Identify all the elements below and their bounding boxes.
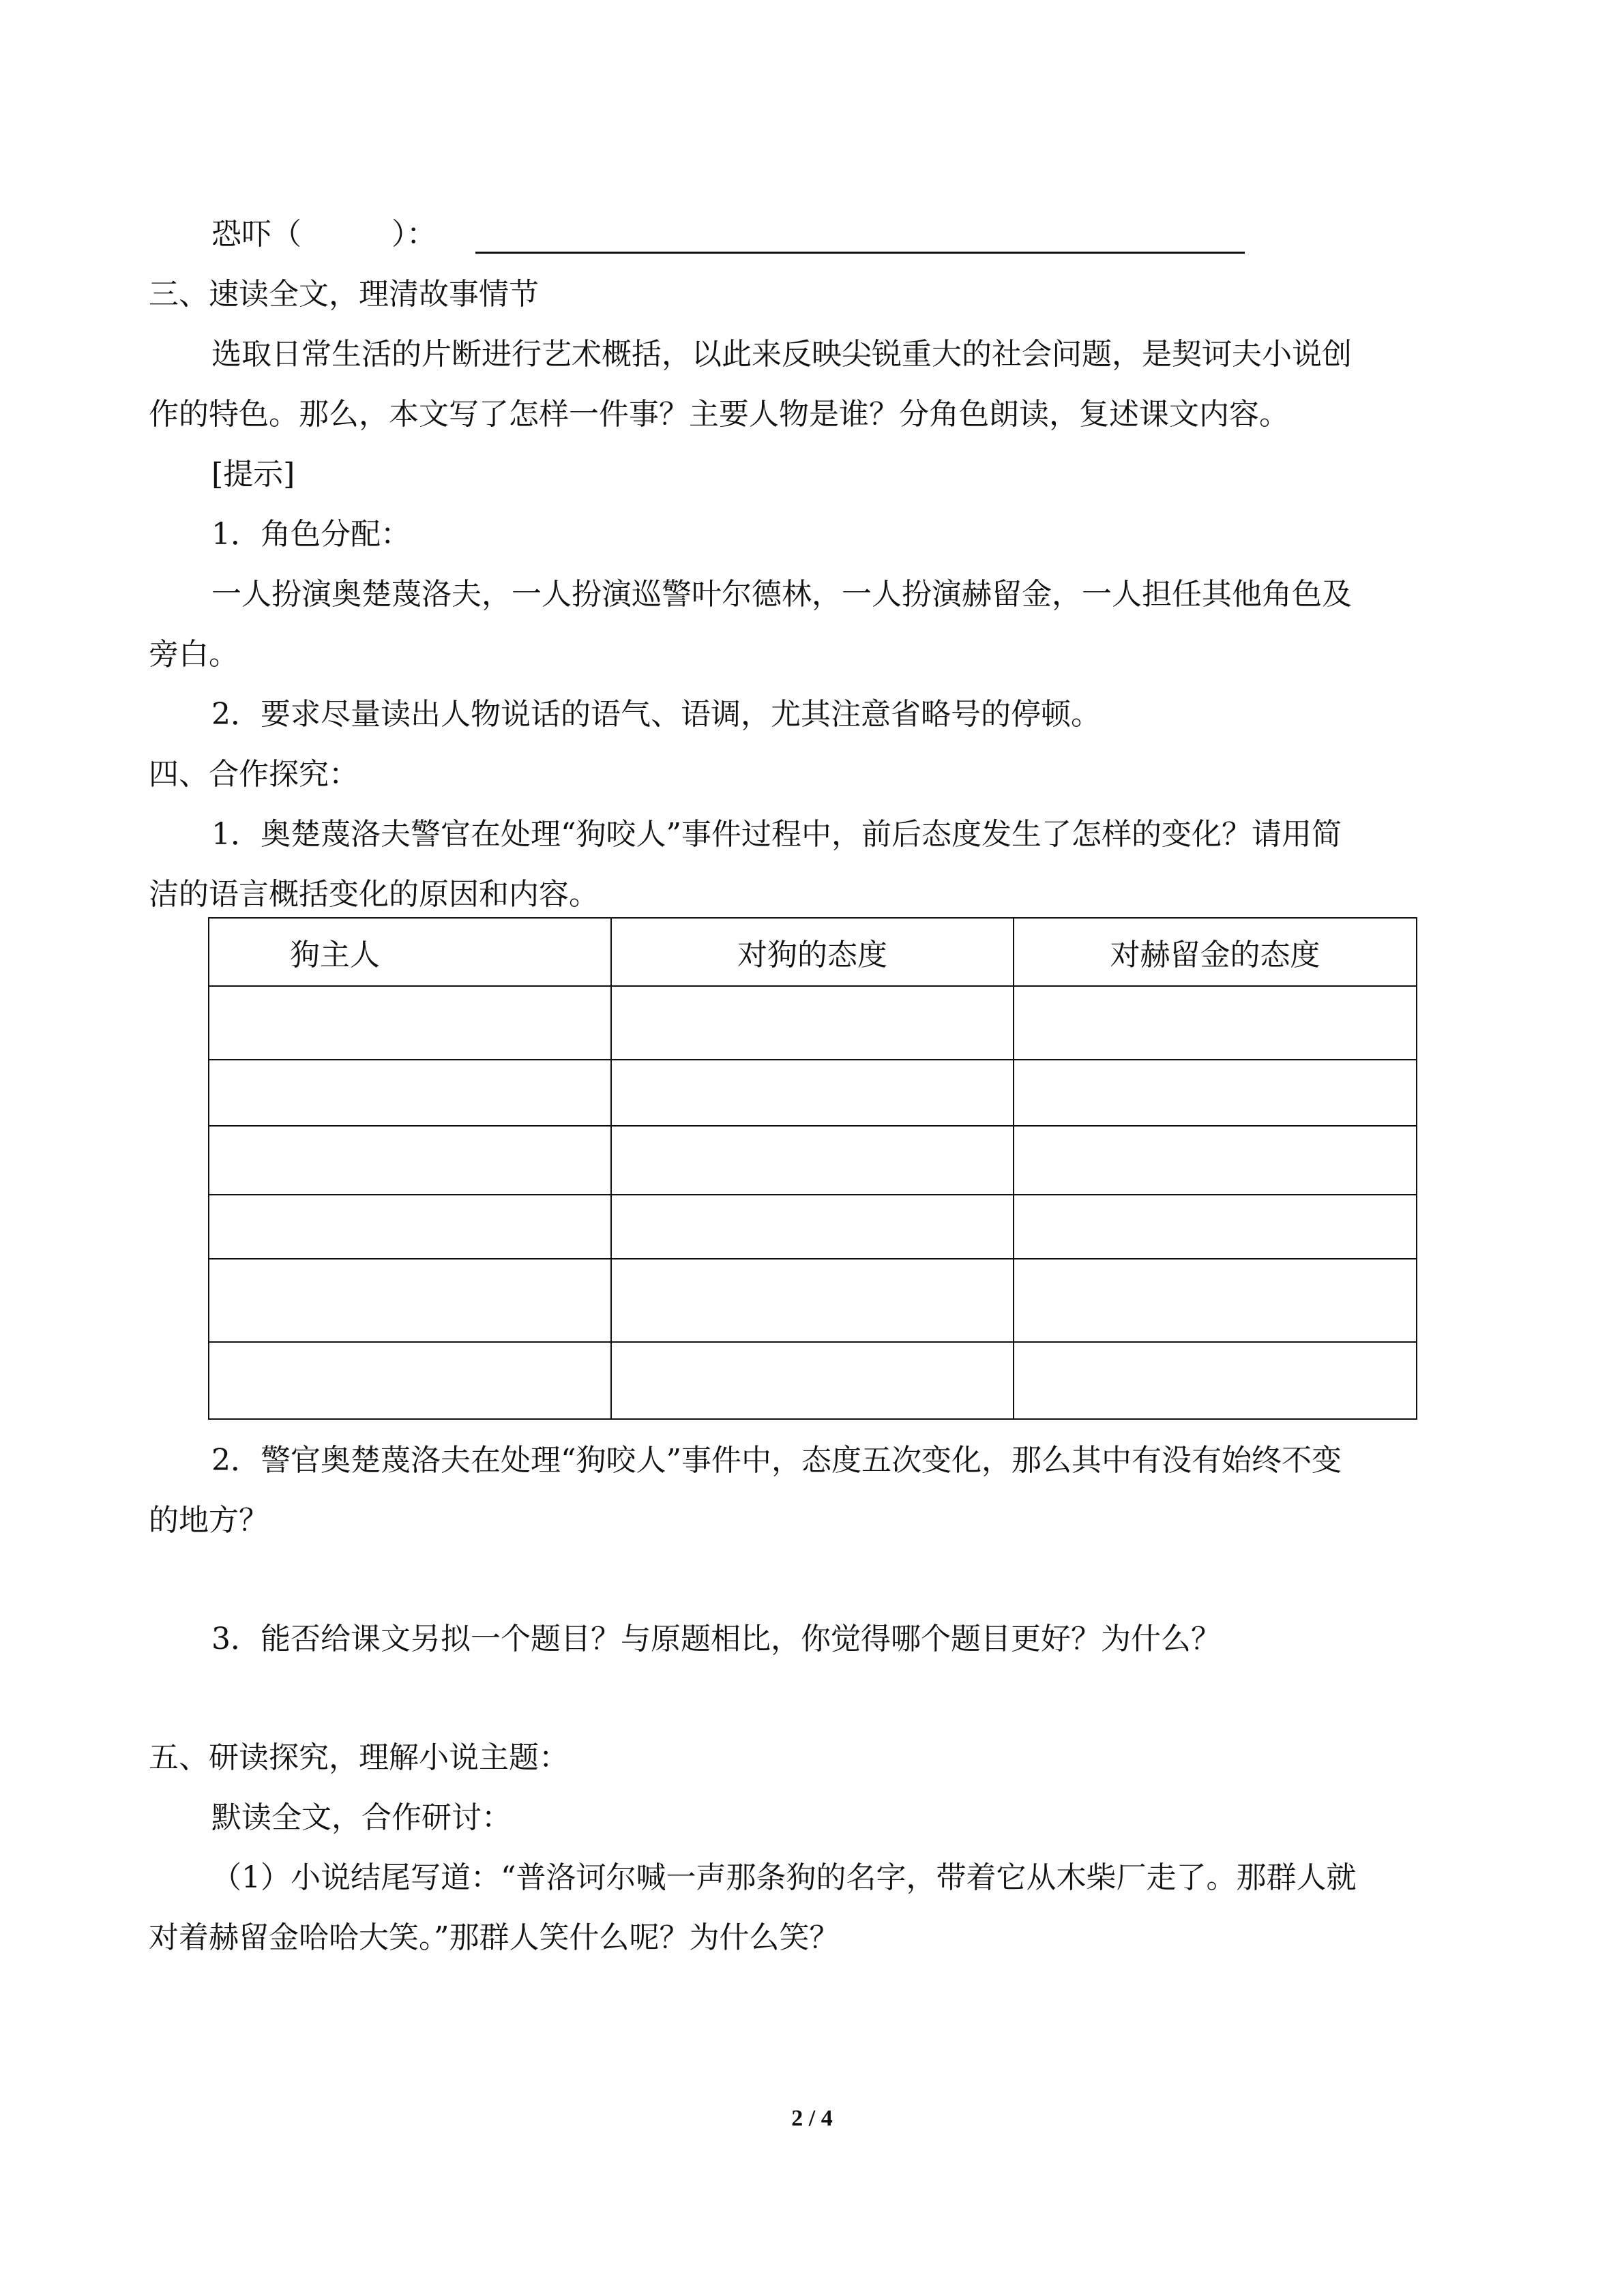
table-cell[interactable] [1014,986,1417,1060]
table-header-row [209,918,1417,986]
table-cell[interactable] [611,1195,1014,1259]
section3-intro-line2: 作的特色。那么，本文写了怎样一件事？主要人物是谁？分角色朗读，复述课文内容。 [149,397,1289,432]
table-row [209,1060,1417,1126]
table-cell[interactable] [209,1126,611,1195]
table-cell[interactable] [1014,1195,1417,1259]
section3-heading: 三、速读全文，理清故事情节 [149,277,539,312]
hint-label: [提示] [211,457,295,492]
table-cell[interactable] [209,1060,611,1126]
table-cell[interactable] [209,1195,611,1259]
section4-q3: 3．能否给课文另拟一个题目？与原题相比，你觉得哪个题目更好？为什么？ [211,1622,1221,1656]
table-row [209,1126,1417,1195]
item1-line2: 旁白。 [149,637,239,672]
section5-heading: 五、研读探究，理解小说主题： [149,1740,569,1775]
table-cell[interactable] [209,1259,611,1342]
table-row [209,1259,1417,1342]
attitude-table [208,917,1417,1420]
fill-in-label: 恐吓（ ）： [211,217,437,252]
header-attitude-to-hryukin: 对赫留金的态度 [1014,918,1417,986]
section5-q1-line2: 对着赫留金哈哈大笑。”那群人笑什么呢？为什么笑？ [149,1920,840,1955]
section4-q1-line1: 1．奥楚蔑洛夫警官在处理“狗咬人”事件过程中，前后态度发生了怎样的变化？请用简 [211,817,1342,852]
table-cell[interactable] [1014,1259,1417,1342]
table-cell[interactable] [611,1342,1014,1419]
table-row [209,1342,1417,1419]
item1-line1: 一人扮演奥楚蔑洛夫，一人扮演巡警叶尔德林，一人扮演赫留金，一人担任其他角色及 [211,577,1352,612]
section4-heading: 四、合作探究： [149,757,359,792]
header-attitude-to-dog: 对狗的态度 [611,918,1014,986]
table-cell[interactable] [611,1126,1014,1195]
answer-underline [475,252,1245,254]
section3-intro-line1: 选取日常生活的片断进行艺术概括，以此来反映尖锐重大的社会问题，是契诃夫小说创 [211,337,1352,372]
section5-q1-line1: （1）小说结尾写道：“普洛诃尔喊一声那条狗的名字，带着它从木柴厂走了。那群人就 [211,1860,1357,1895]
table-cell[interactable] [611,1259,1014,1342]
item1-title: 1．角色分配： [211,517,411,552]
table-row [209,1195,1417,1259]
item2: 2．要求尽量读出人物说话的语气、语调，尤其注意省略号的停顿。 [211,697,1101,732]
section5-intro: 默读全文，合作研讨： [211,1800,512,1835]
table-cell[interactable] [1014,1126,1417,1195]
section4-q2-line1: 2．警官奥楚蔑洛夫在处理“狗咬人”事件中，态度五次变化，那么其中有没有始终不变 [211,1443,1342,1478]
table-cell[interactable] [209,986,611,1060]
page-number: 2 / 4 [791,2106,833,2131]
table-cell[interactable] [611,1060,1014,1126]
table-cell[interactable] [611,986,1014,1060]
table-cell[interactable] [1014,1060,1417,1126]
table-cell[interactable] [1014,1342,1417,1419]
header-dog-owner: 狗主人 [209,918,611,986]
section4-q2-line2: 的地方？ [149,1503,269,1538]
section4-q1-line2: 洁的语言概括变化的原因和内容。 [149,877,599,912]
table-row [209,986,1417,1060]
table-cell[interactable] [209,1342,611,1419]
